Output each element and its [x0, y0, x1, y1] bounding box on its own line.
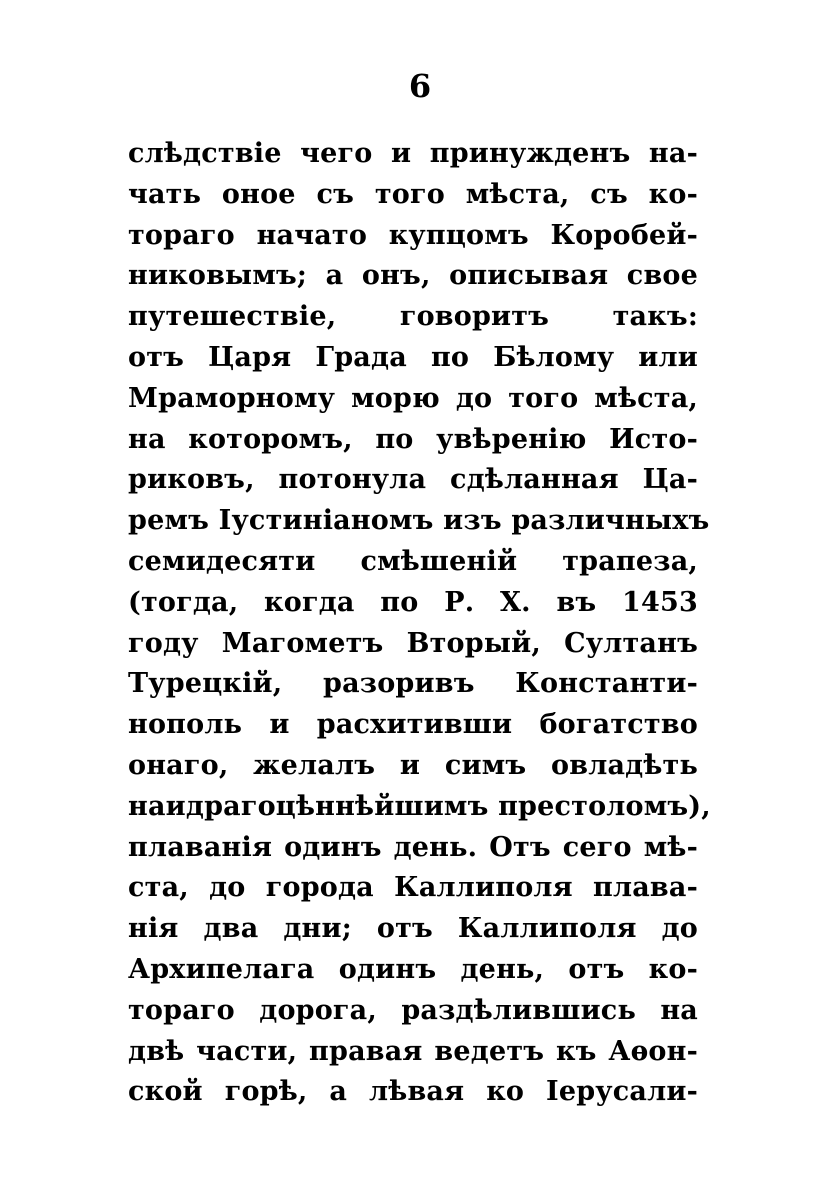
- text-line: чать оное съ того мѣста, съ ко-: [128, 178, 698, 210]
- text-line: нополь и расхитивши богатство: [128, 709, 698, 741]
- text-line: нія два дни; отъ Каллиполя до: [128, 913, 698, 945]
- text-line: двѣ части, правая ведетъ къ Аѳон-: [128, 1035, 698, 1067]
- text-line: слѣдствіе чего и принужденъ на-: [128, 138, 698, 169]
- text-line: семидесяти смѣшеній трапеза,: [128, 545, 698, 577]
- text-line: тораго начато купцомъ Коробей-: [128, 219, 698, 251]
- text-line: ской горѣ, а лѣвая ко Іерусали-: [128, 1076, 698, 1108]
- text-line: никовымъ; а онъ, описывая свое: [128, 260, 698, 292]
- text-line: плаванія одинъ день. Отъ сего мѣ-: [128, 831, 698, 863]
- text-line: на которомъ, по увѣренію Исто-: [128, 423, 698, 455]
- text-line: ремъ Іустиніаномъ изъ различныхъ: [128, 505, 710, 537]
- text-line: ста, до города Каллиполя плава-: [128, 872, 698, 904]
- text-line: году Магометъ Вторый, Султанъ: [128, 627, 698, 659]
- page-number: 6: [408, 67, 432, 105]
- text-line: тораго дорога, раздѣлившись на: [128, 994, 698, 1026]
- text-line: наидрагоцѣннѣйшимъ престоломъ),: [128, 790, 711, 822]
- text-line: риковъ, потонула сдѣланная Ца-: [128, 464, 698, 496]
- text-line: (тогда, когда по Р. Х. въ 1453: [128, 586, 698, 618]
- body-text: [128, 134, 711, 1113]
- text-line: Турецкій, разоривъ Константи-: [128, 668, 698, 700]
- text-line: онаго, желалъ и симъ овладѣть: [128, 749, 698, 781]
- text-line: Мраморному морю до того мѣста,: [128, 382, 698, 414]
- text-line: путешествіе, говоритъ такъ:: [128, 301, 698, 333]
- text-line: отъ Царя Града по Бѣлому или: [128, 341, 698, 373]
- text-line: Архипелага одинъ день, отъ ко-: [128, 953, 698, 985]
